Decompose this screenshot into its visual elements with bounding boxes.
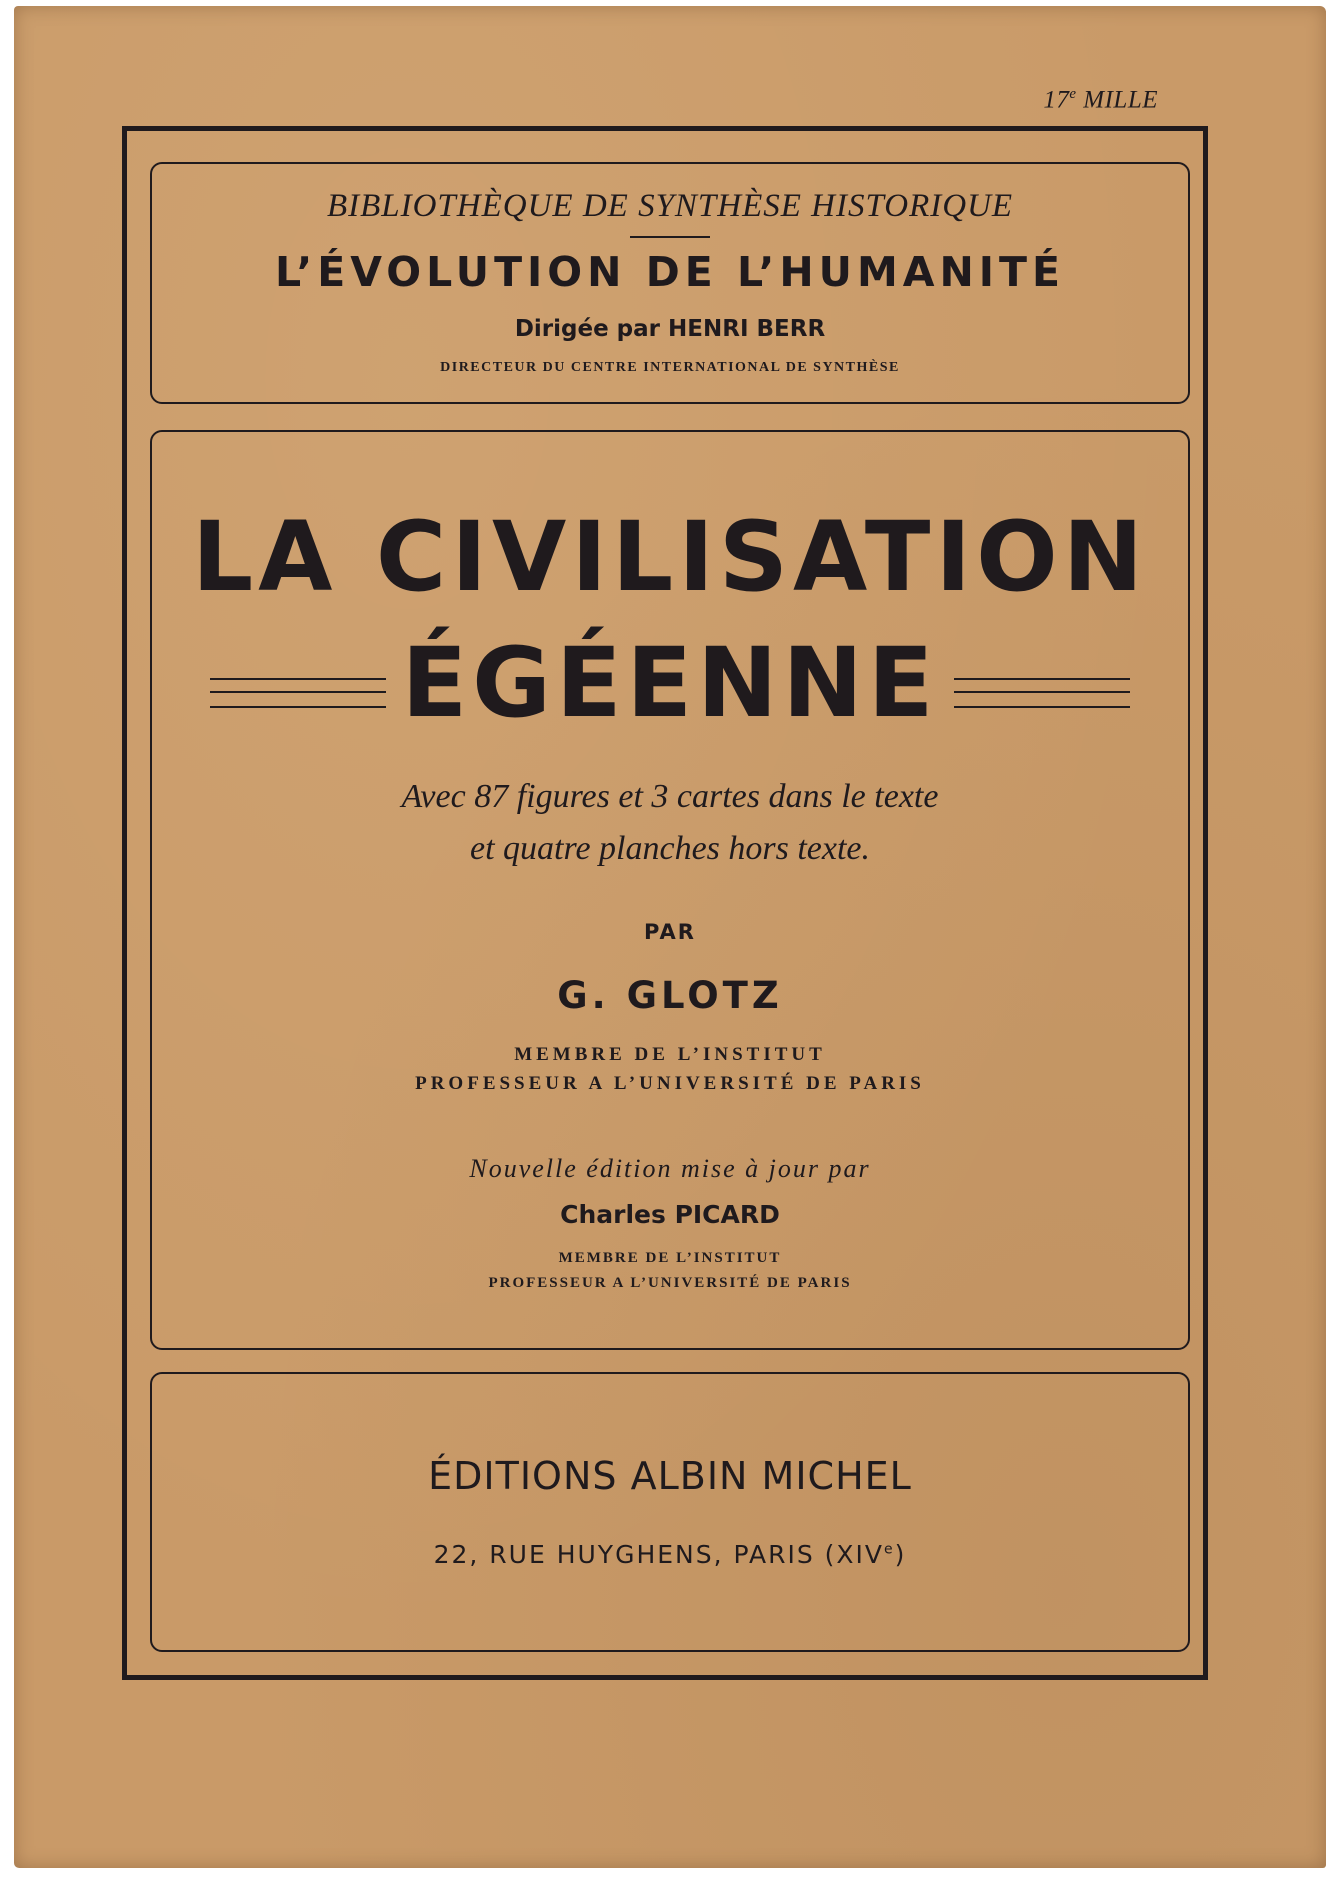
book-subtitle-line1: Avec 87 figures et 3 cartes dans le texte — [401, 778, 939, 815]
byline-par: PAR — [644, 920, 696, 944]
publisher-address — [152, 1540, 1188, 1569]
edition-note: Nouvelle édition mise à jour par — [469, 1154, 871, 1183]
print-run-suffix: e — [1069, 86, 1077, 102]
editor-affiliation1: MEMBRE DE L’INSTITUT — [558, 1250, 782, 1266]
title-ornament-right — [954, 678, 1130, 708]
editor-name: Charles PICARD — [560, 1200, 780, 1229]
series-divider — [630, 236, 710, 238]
print-run-number: 17 — [1043, 86, 1070, 114]
publisher-name: ÉDITIONS ALBIN MICHEL — [428, 1454, 912, 1498]
book-subtitle-line2: et quatre planches hors texte. — [469, 830, 871, 867]
publisher-panel — [150, 1372, 1190, 1652]
series-name: L’ÉVOLUTION DE L’HUMANITÉ — [274, 248, 1066, 296]
print-run-word: MILLE — [1083, 86, 1158, 114]
collection-name: BIBLIOTHÈQUE DE SYNTHÈSE HISTORIQUE — [326, 188, 1014, 224]
book-cover — [14, 6, 1326, 1868]
book-title-line2: ÉGÉENNE — [401, 627, 939, 739]
address-main: 22, RUE HUYGHENS, PARIS (XIV — [433, 1540, 885, 1569]
address-end: ) — [894, 1540, 907, 1569]
title-panel — [150, 430, 1190, 1350]
address-sup: e — [884, 1541, 895, 1558]
series-director: Dirigée par HENRI BERR — [514, 316, 826, 342]
author-name: G. GLOTZ — [557, 974, 783, 1017]
print-run-label — [1043, 86, 1158, 114]
series-director-title: DIRECTEUR DU CENTRE INTERNATIONAL DE SYNTHÈSE — [440, 360, 900, 375]
series-panel — [150, 162, 1190, 404]
author-affiliation2: PROFESSEUR A L’UNIVERSITÉ DE PARIS — [415, 1073, 925, 1094]
editor-affiliation2: PROFESSEUR A L’UNIVERSITÉ DE PARIS — [488, 1275, 852, 1291]
author-affiliation1: MEMBRE DE L’INSTITUT — [514, 1044, 826, 1065]
book-title-line1: LA CIVILISATION — [191, 501, 1149, 613]
